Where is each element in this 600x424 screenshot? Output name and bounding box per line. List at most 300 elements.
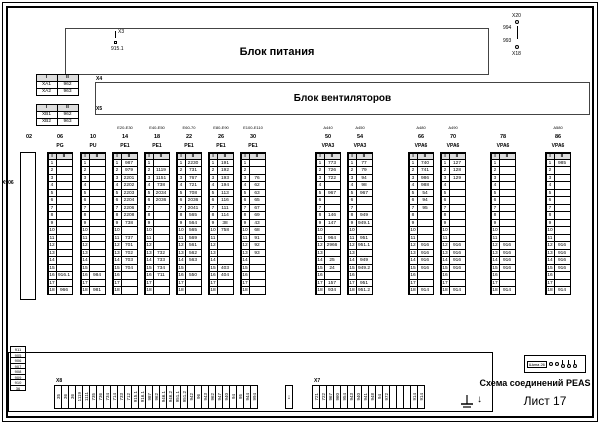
column-number: 54 [356,134,364,140]
terminal-wire-number: 736 [97,393,103,401]
pin-number: 14 [82,258,88,263]
column-label: I [81,153,90,160]
pin-number: 16 [210,273,216,278]
terminal-wire-number: 1119 [76,392,82,402]
pin-number: 14 [49,258,55,263]
terminal-wire-number: 914 [418,393,424,401]
wire-number: 738 [153,181,170,190]
x7-terminal-strip [313,385,425,409]
wire-number: 964 [324,234,341,243]
wire-number [217,286,234,295]
column-label: I [316,153,325,160]
pin-number: 18 [317,288,323,293]
pin-number: 10 [442,228,448,233]
wire-number: 721 [185,181,202,190]
terminal-table-70 [440,152,466,295]
wire-number: 951 [356,234,373,243]
e-range-label [47,124,73,133]
column-number: 86 [554,134,562,140]
pin-number: 4 [81,181,90,190]
wire-number: 702 [121,249,138,258]
wire-number: 967 [324,189,341,198]
pin-number: 3 [409,174,418,183]
wire-number: 565 [185,211,202,220]
terminal-cell [417,385,425,409]
pin-number: 6 [348,196,357,205]
wire-number: 732 [153,249,170,258]
terminal-table-18 [144,152,170,295]
pin-number: 17 [242,280,248,286]
pin-number: 17 [492,280,498,286]
e-range-label [80,124,106,133]
connector-grid-x4 [36,74,78,95]
column-label: II [249,153,266,160]
pin-number: 6 [491,196,500,205]
pin-number: 6 [113,196,122,205]
pin-number: 9 [348,219,357,228]
wire-number: 116 [217,196,234,205]
x3-wire-number: 915.1 [111,46,124,52]
terminal-wire-number: 942 [188,393,194,401]
column-label: II [554,153,571,160]
pin-number: 2 [241,166,250,175]
wire-number: 916 [449,256,466,265]
table-row [177,287,201,295]
wire-number: 916 [417,256,434,265]
terminal-table-50 [315,152,341,295]
pin-number: 17 [410,280,416,286]
pin-number: 16 [442,273,448,278]
pin-number: 8 [441,211,450,220]
legend-cell: 907 [10,363,26,370]
pin-number: 4 [546,181,555,190]
pin-number: 18 [82,288,88,293]
column-number: 10 [89,134,97,140]
pin-number: 4 [348,181,357,190]
terminal-wire-number: 722 [320,393,326,401]
wire-number: 731 [185,166,202,175]
terminal-wire-number: 951.1 [174,391,180,403]
column-code: PG [56,143,64,149]
wire-number: 949.2 [356,264,373,273]
pin-number: 12 [410,243,416,248]
terminal-column-78 [490,124,516,295]
pin-number: 15 [82,265,88,271]
pin-number: 1 [348,159,357,168]
column-code: VPA3 [321,143,335,149]
terminal-wire-number: 962 [153,393,159,401]
column-label: II [185,153,202,160]
table-row [145,287,169,295]
column-label: II [449,153,466,160]
wire-number: 2206 [121,204,138,213]
wire-number: 129 [449,174,466,183]
pin-number: 1 [145,159,154,168]
wire-number: 985 [554,159,571,168]
column-label: I [145,153,154,160]
grid-header-cell: I [36,104,58,112]
pin-number: 2 [48,166,57,175]
wire-number: 114 [217,211,234,220]
column-label: II [417,153,434,160]
column-number: 14 [121,134,129,140]
terminal-wire-number: 36 [69,394,75,400]
terminal-column-22 [176,124,202,295]
pin-number: 11 [113,234,122,243]
grid-cell: XB2 [36,118,58,126]
pin-number: 5 [113,189,122,198]
wire-number: 113 [217,189,234,198]
pin-number: 2 [491,166,500,175]
pin-number: 10 [114,228,120,233]
pin-number: 16 [242,273,248,278]
x3-stub-line [115,31,116,38]
pin-number: 3 [491,174,500,183]
pin-number: 13 [210,250,216,256]
wire-number: 54 [417,189,434,198]
column-code: VPA6 [496,143,510,149]
wire-number: 914 [417,286,434,295]
terminal-column-18 [144,124,170,295]
pin-number: 7 [316,204,325,213]
pin-number: 16 [547,273,553,278]
wire-number: 193 [217,174,234,183]
column-label: I [48,153,57,160]
x8-terminal-strip [55,385,258,409]
pin-number: 13 [442,250,448,256]
wire-number: 986 [417,174,434,183]
wire-number: 916 [554,264,571,273]
column-number: 50 [324,134,332,140]
column-label: I [348,153,357,160]
fan-block [95,82,590,115]
wire-number: 738 [121,219,138,228]
wire-number: 94 [417,196,434,205]
grid-header-cell: II [57,104,79,112]
bus-terminal-icon [555,362,559,366]
pin-number: 2 [81,166,90,175]
table-row [441,287,465,295]
pin-number: 7 [81,204,90,213]
e-range-label: E40-E50 [149,125,165,130]
terminal-column-86 [545,124,571,295]
wire-number: 2230 [185,159,202,168]
terminal-wire-number: 940 [355,393,361,401]
grid-cell: XA2 [36,88,58,96]
pin-number: 11 [441,234,450,243]
pin-number: 3 [348,174,357,183]
grid-header-cell: I [36,74,58,82]
column-label: I [546,153,555,160]
wire-number: 127 [449,159,466,168]
pin-number: 12 [178,243,184,248]
wire-number: 157 [324,279,341,288]
wire-number: 2208 [121,211,138,220]
wire-number: 2204 [121,196,138,205]
wire-number: 69 [249,211,266,220]
column-number: 26 [217,134,225,140]
wire-number: 988 [417,181,434,190]
x7-label: X7 [314,378,321,384]
pin-number: 12 [146,243,152,248]
pin-number: 12 [547,243,553,248]
wire-number: 758 [217,226,234,235]
wire-number: 916 [417,264,434,273]
pin-number: 16 [114,273,120,278]
wire-number: 194 [217,181,234,190]
column-code: PE1 [120,143,130,149]
wire-number: 711 [153,271,170,280]
column-code: PU [89,143,97,149]
wire-number: 2201 [121,174,138,183]
pin-number: 16 [349,273,355,278]
terminal-wire-number: 951.2 [181,391,187,403]
grid-row [36,88,78,95]
wire-number: 65 [249,196,266,205]
pin-number: 1 [316,159,325,168]
column-label: I [409,153,418,160]
terminal-wire-number: 946.2 [167,391,173,403]
pin-number: 5 [241,189,250,198]
wire-number: 916 [449,249,466,258]
pin-number: 17 [178,280,184,286]
pin-number: 7 [113,204,122,213]
pin-number: 14 [492,258,498,263]
wire-number: 94 [356,174,373,183]
wire-number: 703 [121,256,138,265]
column-label: I [113,153,122,160]
wire-number: 62 [249,181,266,190]
pin-number: 6 [177,196,186,205]
table-row [241,287,265,295]
terminal-column-50 [315,124,341,295]
wire-number: 1151 [153,174,170,183]
pin-number: 6 [81,196,90,205]
pin-number: 13 [49,250,55,256]
pin-number: 14 [146,258,152,263]
pin-number: 11 [81,234,90,243]
pin-number: 16 [49,273,55,278]
terminal-wire-number: 967 [327,393,333,401]
pin-number: 10 [349,228,355,233]
pin-number: 2 [145,166,154,175]
pin-number: 12 [442,243,448,248]
wire-number: 146 [324,211,341,220]
drawing-title: Схема соединений PEAS [479,378,591,388]
wire-number: 733 [153,256,170,265]
pin-number: 5 [348,189,357,198]
pin-number: 10 [146,228,152,233]
pin-number: 16 [178,273,184,278]
pin-number: 6 [209,196,218,205]
wire-number: 25 [324,256,341,265]
terminal-wire-number: 954 [341,393,347,401]
wire-number: 934 [324,286,341,295]
ground-icon [460,395,474,416]
pin-number: 10 [82,228,88,233]
column-code: VPA6 [446,143,460,149]
grid-cell: 962 [57,111,79,119]
wire-number: 93 [249,249,266,258]
pin-number: 4 [491,181,500,190]
pin-number: 12 [82,243,88,248]
pin-number: 11 [145,234,154,243]
bus-component-icon [573,360,577,368]
terminal-wire-number: 972 [383,393,389,401]
pin-number: 15 [492,265,498,271]
pin-number: 13 [547,250,553,256]
wire-993-label: 993 [503,38,512,44]
pin-number: 13 [317,250,323,256]
power-supply-title: Блок питания [239,45,315,58]
pin-number: 5 [546,189,555,198]
pin-number: 5 [145,189,154,198]
wire-number: 914 [449,286,466,295]
grid-cell: 962 [57,81,79,89]
sheet-number: Лист 17 [523,394,567,408]
wire-number [249,286,266,295]
wire-number: 1119 [153,166,170,175]
terminal-wire-number: 712 [125,393,131,401]
wire-number: 569 [185,234,202,243]
pin-number: 17 [547,280,553,286]
x3-label: X3 [118,29,125,35]
wire-number: 916 [554,249,571,258]
pin-number: 12 [210,243,216,248]
pin-number: 8 [241,211,250,220]
pin-number: 8 [491,211,500,220]
pin-number: 17 [49,280,55,286]
wire-number: 722 [324,174,341,183]
pin-number: 8 [348,211,357,220]
table-row [81,287,105,295]
terminal-table-78 [490,152,516,295]
pin-number: 5 [209,189,218,198]
pin-number: 6 [441,196,450,205]
pin-number: 14 [210,258,216,263]
pin-number: 3 [546,174,555,183]
pin-number: 3 [441,174,450,183]
pin-number: 2 [177,166,186,175]
pin-number: 8 [113,211,122,220]
table-row [491,287,515,295]
bus-label: Шина 26 [529,361,545,367]
legend-cell: 910 [10,379,26,386]
column-label: II [89,153,106,160]
legend-cell: 908 [10,368,26,375]
pin-number: 2 [409,166,418,175]
pin-number: 16 [410,273,416,278]
pin-number: 10 [178,228,184,233]
wire-number: 916 [499,249,516,258]
wire-number: 98 [356,181,373,190]
pin-number: 5 [81,189,90,198]
wire-number: 2034 [153,189,170,198]
wire-number: 740 [417,159,434,168]
wire-number: 767 [185,174,202,183]
wire-number: 949 [356,211,373,220]
pin-number: 9 [209,219,218,228]
pin-number: 5 [177,189,186,198]
pin-number: 10 [49,228,55,233]
pin-number: 9 [81,219,90,228]
column-code: PE1 [248,143,258,149]
terminal-wire-number: 962 [209,393,215,401]
pin-number: 18 [410,288,416,293]
x18-connector-icon [515,45,519,49]
pin-number: 10 [492,228,498,233]
terminal-table-22 [176,152,202,295]
pin-number: 2 [441,166,450,175]
table-row [409,287,433,295]
pin-number: 1 [441,159,450,168]
wire-number: 701 [121,241,138,250]
wire-number: 708 [185,189,202,198]
pin-number: 8 [48,211,57,220]
table-row [348,287,372,295]
wire-number: 2041 [185,204,202,213]
column-code: PE1 [152,143,162,149]
x18-label: X18 [512,51,521,57]
wire-number: 563 [185,256,202,265]
bus-box [524,355,586,373]
wire-number: 916 [554,241,571,250]
pin-number: 15 [210,265,216,271]
pin-number: 12 [349,243,355,248]
wire-994-label: 994 [503,25,512,31]
connector-grid-x5 [36,104,78,125]
terminal-wire-number: 943 [202,393,208,401]
pin-number: 11 [209,234,218,243]
pin-number: 18 [492,288,498,293]
terminal-wire-number: 714 [111,393,117,401]
pin-number: 16 [146,273,152,278]
wire-number: 914 [554,286,571,295]
pin-number: 17 [317,280,323,286]
pin-number: 5 [409,189,418,198]
terminal-wire-number: 960 [334,393,340,401]
pin-number: 13 [492,250,498,256]
pin-number: 10 [317,228,323,233]
terminal-wire-number: 96 [195,394,201,400]
pin-number: 18 [442,288,448,293]
grid-header-cell: II [57,74,79,82]
pin-number: 3 [241,174,250,183]
wire-number: 916 [449,241,466,250]
column-label: II [56,153,73,160]
column-label: II [499,153,516,160]
pin-number: 7 [241,204,250,213]
x8-arrow-cell [285,385,293,409]
terminal-wire-number: 947 [216,393,222,401]
wire-number: 192 [217,166,234,175]
column-label: I [491,153,500,160]
wire-number: 92 [249,241,266,250]
stub-wire-line [517,26,518,39]
pin-number: 14 [442,258,448,263]
pin-number: 17 [210,280,216,286]
pin-number: 15 [146,265,152,271]
pin-number: 15 [442,265,448,271]
wire-number: 2203 [121,189,138,198]
pin-number: 14 [178,258,184,263]
wire-number: 916 [417,241,434,250]
terminal-wire-number: 987 [146,393,152,401]
pin-number: 11 [348,234,357,243]
pin-number: 4 [177,181,186,190]
table-row [113,287,137,295]
wire-number: 2036 [153,196,170,205]
